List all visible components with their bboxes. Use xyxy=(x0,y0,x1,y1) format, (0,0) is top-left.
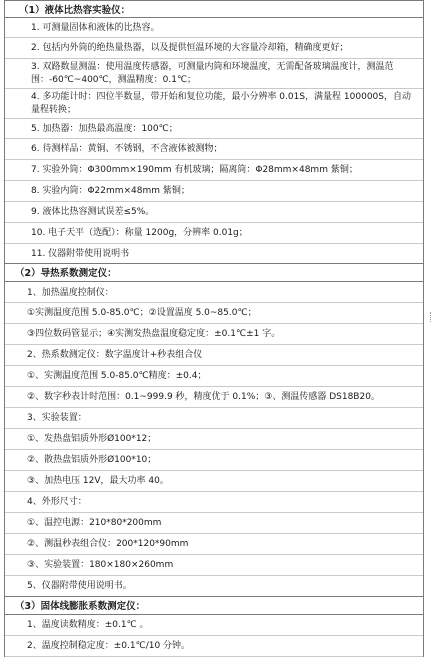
section-2-item-11: 4、外形尺寸： xyxy=(5,492,423,513)
section-1-title: （1）液体比热容实验仪： xyxy=(5,0,423,18)
section-2-item-3: ③四位数码管显示；④实测发热盘温度稳定度：±0.1℃±1 字。 xyxy=(5,324,423,345)
section-2-item-4: 2、热系数测定仪：数字温度计+秒表组合仪 xyxy=(5,345,423,366)
section-2-item-12: ①、温控电源：210*80*200mm xyxy=(5,513,423,534)
section-2-item-6: ②、数字秒表计时范围：0.1~999.9 秒，精度优于 0.1%；③、测温传感器 DS18B20。 xyxy=(5,387,423,408)
section-1-item-8: 8. 实验内筒：Φ22mm×48mm 紫铜； xyxy=(5,181,423,202)
section-1-item-2: 2. 包括内外筒的绝热量热器，以及提供恒温环境的大容量冷却箱，精确度更好； xyxy=(5,38,423,59)
section-2-item-1: 1、加热温度控制仪： xyxy=(5,282,423,303)
section-3-item-2: 2、温度控制稳定度：±0.1℃/10 分钟。 xyxy=(5,636,423,657)
section-2-title: （2）导热系数测定仪： xyxy=(5,264,423,282)
section-2-item-5: ①、实测温度范围 5.0-85.0℃精度：±0.4； xyxy=(5,366,423,387)
section-1-item-7: 7. 实验外筒：Φ300mm×190mm 有机玻璃；隔离筒：Φ28mm×48mm 紫铜； xyxy=(5,160,423,181)
section-1-item-4: 4. 多功能计时：四位半数显，带开始和复位功能，最小分辨率 0.01S，满量程 100000S，自动量程转换； xyxy=(5,89,423,119)
margin-marker xyxy=(430,312,434,322)
section-2-item-7: 3、实验装置： xyxy=(5,408,423,429)
section-1-item-6: 6. 待测样品：黄铜、不锈钢，不含液体被测物； xyxy=(5,139,423,160)
section-2-item-15: 5、仪器附带使用说明书。 xyxy=(5,576,423,597)
section-1-item-9: 9. 液体比热容测试误差≤5%。 xyxy=(5,202,423,223)
section-2-item-8: ①、发热盘铝质外形Ø100*12； xyxy=(5,429,423,450)
section-1-item-1: 1. 可测量固体和液体的比热容。 xyxy=(5,18,423,38)
section-2-item-9: ②、散热盘铝质外形Ø100*10； xyxy=(5,450,423,471)
section-1-item-10: 10. 电子天平（选配）：称量 1200g，分辨率 0.01g； xyxy=(5,223,423,244)
section-1-item-3: 3. 双路数显测温：使用温度传感器，可测量内筒和环境温度，无需配备玻璃温度计，测温范围：-60℃~400℃，测温精度：0.1℃； xyxy=(5,59,423,89)
section-1-item-11: 11. 仪器附带使用说明书 xyxy=(5,244,423,264)
section-2-item-2: ①实测温度范围 5.0-85.0℃；②设置温度 5.0~85.0℃； xyxy=(5,303,423,324)
section-3-title: （3）固体线膨胀系数测定仪： xyxy=(5,597,423,615)
section-3-item-1: 1、温度读数精度：±0.1℃ 。 xyxy=(5,615,423,636)
section-2-item-10: ③、加热电压 12V，最大功率 40。 xyxy=(5,471,423,492)
spec-table xyxy=(4,0,424,657)
section-1-item-5: 5. 加热器：加热最高温度：100℃； xyxy=(5,119,423,139)
section-2-item-14: ③、实验装置：180×180×260mm xyxy=(5,555,423,576)
section-2-item-13: ②、测温秒表组合仪：200*120*90mm xyxy=(5,534,423,555)
